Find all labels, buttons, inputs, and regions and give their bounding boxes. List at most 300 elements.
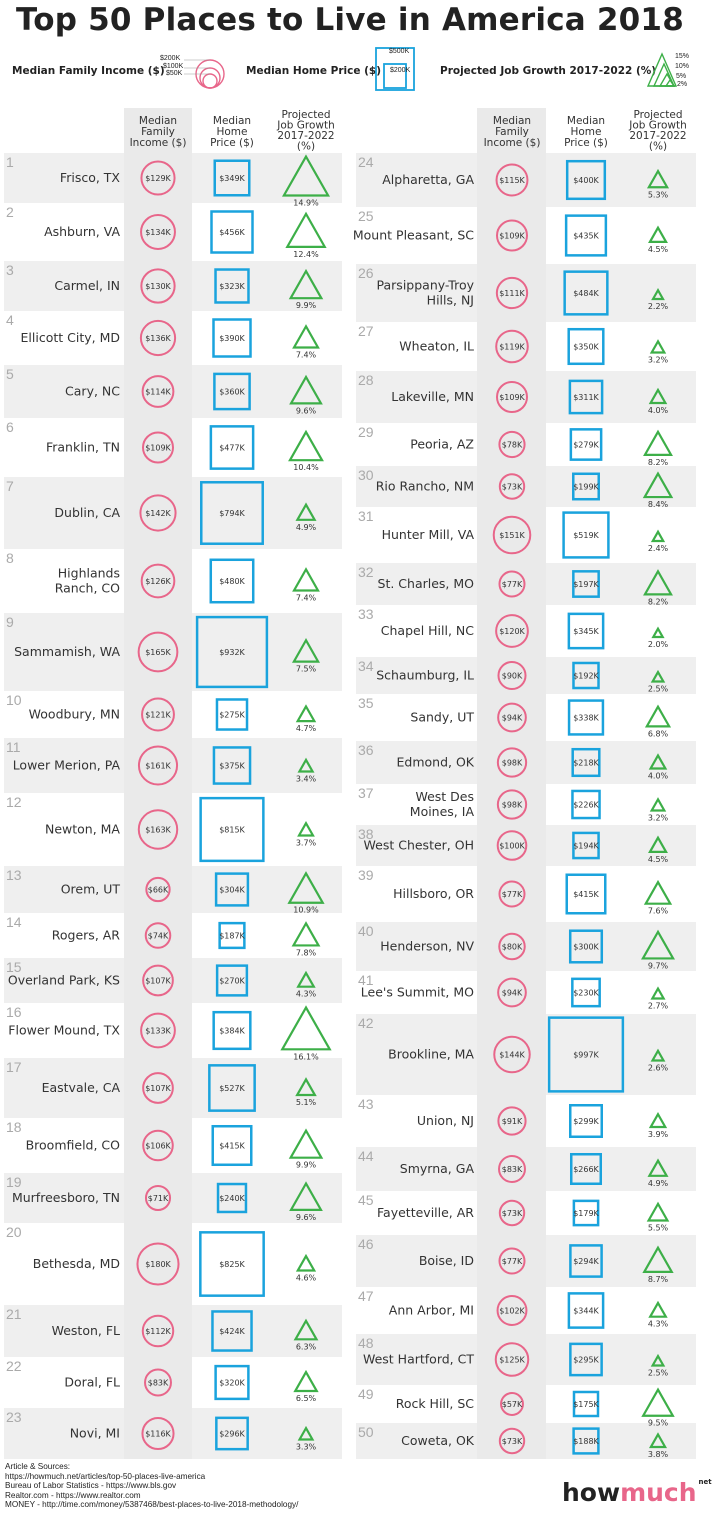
rank-number: 36 <box>358 742 374 758</box>
income-value: $136K <box>145 334 171 343</box>
job-growth-value: 4.9% <box>647 1178 669 1188</box>
income-value: $77K <box>501 1257 523 1266</box>
city-name: Chapel Hill, NC <box>380 623 474 638</box>
income-value: $120K <box>499 627 525 636</box>
rank-number: 5 <box>6 366 14 382</box>
income-value: $74K <box>147 931 169 941</box>
income-value: $73K <box>501 1209 523 1218</box>
income-value: $91K <box>501 1117 523 1126</box>
home-price-value: $997K <box>573 1050 599 1060</box>
growth-column-header: 2017-2022 <box>629 130 687 142</box>
rank-number: 43 <box>358 1096 374 1112</box>
home-price-value: $266K <box>573 1165 599 1174</box>
city-name: Woodbury, MN <box>28 706 120 722</box>
growth-column-header: 2017-2022 <box>277 130 335 142</box>
rank-number: 27 <box>358 323 374 339</box>
city-name: Novi, MI <box>69 1425 120 1441</box>
job-growth-value: 4.3% <box>295 989 317 999</box>
home-price-value: $270K <box>219 976 245 986</box>
income-value: $107K <box>145 1084 171 1093</box>
home-price-value: $350K <box>573 342 599 352</box>
city-name: Hunter Mill, VA <box>381 527 474 542</box>
rank-number: 4 <box>6 312 14 328</box>
income-value: $71K <box>147 1194 169 1203</box>
job-growth-triangle <box>290 432 322 460</box>
income-value: $129K <box>145 174 171 183</box>
home-price-value: $300K <box>573 942 599 952</box>
city-name: Sandy, UT <box>410 709 474 725</box>
city-name: Mount Pleasant, SC <box>352 227 474 243</box>
rank-number: 46 <box>358 1236 374 1252</box>
income-value: $98K <box>501 758 523 768</box>
job-growth-triangle <box>298 706 315 721</box>
city-name: Rock Hill, SC <box>395 1396 474 1411</box>
growth-column-header: Projected <box>281 109 331 121</box>
home-price-value: $456K <box>219 228 245 237</box>
home-price-value: $226K <box>573 800 599 810</box>
growth-column-header: Job Growth <box>277 119 335 132</box>
city-name: Lee's Summit, MO <box>360 984 474 1000</box>
city-name: Alpharetta, GA <box>382 172 474 187</box>
rank-number: 2 <box>6 204 14 220</box>
rank-number: 15 <box>6 959 22 975</box>
home-price-value: $345K <box>573 627 599 636</box>
city-name: Franklin, TN <box>45 439 120 455</box>
home-price-value: $415K <box>573 890 599 899</box>
income-value: $94K <box>501 988 523 998</box>
job-growth-value: 4.6% <box>295 1273 317 1283</box>
home-price-value: $338K <box>573 713 599 723</box>
job-growth-triangle <box>653 629 662 637</box>
rank-number: 34 <box>358 658 374 674</box>
job-growth-value: 10.9% <box>293 905 319 915</box>
job-growth-triangle <box>649 1204 668 1221</box>
home-price-value: $240K <box>219 1194 245 1203</box>
job-growth-value: 2.4% <box>647 544 669 553</box>
rank-number: 14 <box>6 914 22 930</box>
home-price-value: $384K <box>219 1026 245 1036</box>
job-growth-value: 7.4% <box>295 350 317 360</box>
city-name: Cary, NC <box>65 383 120 399</box>
home-price-value: $415K <box>219 1141 245 1151</box>
job-growth-value: 7.6% <box>647 906 669 916</box>
income-column-header: Family <box>495 126 529 138</box>
job-growth-triangle <box>650 1303 666 1317</box>
income-value: $126K <box>145 577 171 586</box>
city-name: Overland Park, KS <box>7 972 120 988</box>
rank-number: 7 <box>6 478 14 494</box>
home-price-value: $519K <box>573 531 599 540</box>
income-column-header: Income ($) <box>129 137 187 149</box>
source-link-article[interactable]: https://howmuch.net/articles/top-50-places-live-america <box>5 1471 206 1481</box>
job-growth-value: 2.0% <box>647 640 669 649</box>
job-growth-triangle <box>650 228 666 242</box>
city-name: Peoria, AZ <box>410 436 474 452</box>
job-growth-triangle <box>646 882 671 904</box>
city-name: Doral, FL <box>64 1374 120 1390</box>
job-growth-value: 3.3% <box>295 1442 317 1452</box>
home-price-value: $218K <box>573 758 599 768</box>
home-price-value: $175K <box>573 1400 599 1409</box>
home-price-value: $320K <box>219 1378 245 1388</box>
home-price-value: $179K <box>573 1209 599 1218</box>
city-name: Rogers, AR <box>51 927 120 943</box>
home-column-header: Price ($) <box>564 137 608 149</box>
home-price-value: $296K <box>219 1429 245 1439</box>
rank-number: 39 <box>358 867 374 883</box>
rank-number: 13 <box>6 867 22 883</box>
home-price-value: $323K <box>219 282 245 291</box>
job-growth-value: 8.7% <box>647 1274 669 1284</box>
city-name: Fayetteville, AR <box>377 1205 474 1220</box>
city-name: Flower Mound, TX <box>8 1022 120 1038</box>
income-value: $90K <box>501 671 523 681</box>
job-growth-value: 2.7% <box>647 1001 669 1011</box>
job-growth-triangle <box>299 823 313 835</box>
income-value: $142K <box>145 509 171 518</box>
rank-number: 30 <box>358 467 374 483</box>
home-price-value: $390K <box>219 334 245 343</box>
job-growth-value: 10.4% <box>293 463 319 473</box>
city-name: Ashburn, VA <box>44 224 120 239</box>
income-value: $161K <box>145 761 171 771</box>
rank-number: 35 <box>358 695 374 711</box>
job-growth-value: 3.4% <box>295 774 317 784</box>
rank-number: 22 <box>6 1358 22 1374</box>
source-link-bls[interactable]: Bureau of Labor Statistics - https://www.bls.gov <box>5 1481 177 1491</box>
income-value: $77K <box>501 580 523 589</box>
job-growth-value: 9.6% <box>295 406 317 416</box>
rank-number: 19 <box>6 1174 22 1190</box>
job-growth-value: 3.7% <box>295 838 317 848</box>
home-price-value: $304K <box>219 885 245 895</box>
rank-number: 21 <box>6 1306 22 1322</box>
income-value: $106K <box>145 1141 171 1151</box>
job-growth-triangle <box>298 1256 314 1270</box>
logo-suffix: net <box>698 1477 712 1486</box>
job-growth-value: 2.6% <box>647 1063 669 1073</box>
growth-column-header: (%) <box>648 140 668 153</box>
city-name: Orem, UT <box>60 881 120 897</box>
income-value: $57K <box>501 1400 523 1409</box>
income-value: $163K <box>145 825 171 835</box>
city-name: Wheaton, IL <box>399 338 474 354</box>
legend-growth-5: 5% <box>676 73 687 80</box>
job-growth-value: 3.9% <box>647 1130 669 1139</box>
income-value: $125K <box>499 1355 525 1365</box>
job-growth-triangle <box>293 923 318 945</box>
rank-number: 3 <box>6 262 14 278</box>
city-name: Frisco, TX <box>59 170 120 185</box>
legend-income-100k: $100K <box>163 63 184 70</box>
legend-home-200k: $200K <box>390 67 411 74</box>
rank-number: 8 <box>6 550 14 566</box>
rank-number: 28 <box>358 372 374 388</box>
city-name: Ranch, CO <box>54 580 120 596</box>
rank-number: 26 <box>358 265 374 281</box>
job-growth-triangle <box>643 1390 673 1416</box>
job-growth-value: 4.0% <box>647 771 669 781</box>
home-price-value: $484K <box>573 289 599 298</box>
city-name: Carmel, IN <box>54 278 120 293</box>
job-growth-value: 2.5% <box>647 684 669 694</box>
job-growth-triangle <box>647 707 669 727</box>
income-value: $94K <box>501 713 523 723</box>
rank-number: 49 <box>358 1386 374 1402</box>
income-column-header: Family <box>141 126 175 138</box>
city-name: Lower Merion, PA <box>12 757 120 773</box>
legend-growth-15: 15% <box>675 53 690 60</box>
city-name: Ann Arbor, MI <box>388 1302 474 1318</box>
home-price-value: $311K <box>573 393 599 402</box>
rank-number: 38 <box>358 826 374 842</box>
rank-number: 37 <box>358 785 374 801</box>
home-price-value: $188K <box>573 1437 599 1446</box>
logo-part-how: how <box>562 1478 621 1507</box>
city-name: Parsippany-Troy <box>376 277 474 293</box>
income-value: $66K <box>147 885 169 895</box>
home-price-value: $400K <box>573 176 599 185</box>
page-title: Top 50 Places to Live in America 2018 <box>16 2 684 38</box>
job-growth-value: 4.3% <box>647 1319 669 1329</box>
city-name: Murfreesboro, TN <box>11 1190 120 1205</box>
rank-number: 25 <box>358 208 374 224</box>
income-value: $115K <box>499 176 525 185</box>
rank-number: 31 <box>358 508 374 524</box>
rank-number: 17 <box>6 1059 22 1075</box>
home-price-value: $197K <box>573 580 599 589</box>
legend-home-label: Median Home Price ($) <box>246 65 381 77</box>
city-name: Weston, FL <box>51 1323 120 1338</box>
rank-number: 42 <box>358 1015 374 1031</box>
home-column-header: Price ($) <box>210 137 254 149</box>
rank-number: 23 <box>6 1409 22 1425</box>
income-column-header: Median <box>138 115 178 127</box>
income-column-header: Median <box>492 115 532 127</box>
rank-number: 12 <box>6 794 22 810</box>
city-name: West Hartford, CT <box>362 1351 474 1367</box>
home-column-header: Median <box>566 115 606 127</box>
job-growth-value: 8.2% <box>647 597 669 607</box>
city-name: Edmond, OK <box>396 754 474 770</box>
job-growth-triangle <box>295 1372 317 1391</box>
home-price-value: $230K <box>573 988 599 998</box>
job-growth-triangle <box>652 341 665 352</box>
job-growth-value: 7.4% <box>295 593 317 603</box>
city-name: Lakeville, MN <box>391 389 474 404</box>
home-price-value: $299K <box>573 1117 599 1126</box>
job-growth-value: 5.3% <box>647 190 669 200</box>
job-growth-value: 9.9% <box>295 301 317 311</box>
city-name: Sammamish, WA <box>14 644 120 659</box>
job-growth-value: 16.1% <box>293 1052 319 1062</box>
income-value: $112K <box>145 1327 171 1336</box>
job-growth-value: 3.2% <box>647 355 669 365</box>
city-name: Highlands <box>57 565 120 581</box>
city-name: Schaumburg, IL <box>376 667 474 683</box>
income-value: $98K <box>501 800 523 810</box>
city-name: Boise, ID <box>418 1253 474 1268</box>
source-link-realtor[interactable]: Realtor.com - https://www.realtor.com <box>5 1490 141 1500</box>
legend-home-500k: $500K <box>389 48 410 55</box>
income-value: $134K <box>145 228 171 237</box>
rank-number: 24 <box>358 154 374 170</box>
income-value: $144K <box>499 1050 525 1060</box>
income-value: $121K <box>145 710 171 720</box>
job-growth-triangle <box>291 1131 322 1158</box>
income-value: $133K <box>145 1026 171 1036</box>
home-price-value: $815K <box>219 825 245 835</box>
rank-number: 10 <box>6 692 22 708</box>
rank-number: 41 <box>358 972 374 988</box>
home-price-value: $294K <box>573 1257 599 1266</box>
income-value: $116K <box>145 1429 171 1439</box>
home-price-value: $187K <box>219 931 245 941</box>
city-name: Dublin, CA <box>54 505 120 520</box>
rank-number: 18 <box>6 1119 22 1135</box>
income-value: $114K <box>145 387 171 397</box>
job-growth-value: 5.5% <box>647 1223 669 1233</box>
income-value: $180K <box>145 1260 171 1269</box>
home-price-value: $349K <box>219 174 245 183</box>
job-growth-value: 7.5% <box>295 664 317 674</box>
home-price-value: $199K <box>573 482 599 492</box>
rank-number: 40 <box>358 923 374 939</box>
sources-block <box>5 1462 298 1510</box>
income-value: $77K <box>501 890 523 899</box>
job-growth-value: 5.1% <box>295 1098 317 1108</box>
job-growth-value: 6.8% <box>647 729 669 739</box>
home-price-value: $825K <box>219 1260 245 1269</box>
income-value: $100K <box>499 841 525 851</box>
home-price-value: $932K <box>219 648 245 657</box>
job-growth-value: 9.9% <box>295 1160 317 1170</box>
city-name: Hills, NJ <box>426 292 474 308</box>
city-name: Smyrna, GA <box>399 1161 474 1176</box>
rank-number: 33 <box>358 606 374 622</box>
job-growth-triangle <box>652 799 665 810</box>
home-column-header: Home <box>216 126 248 138</box>
income-value: $83K <box>501 1165 523 1174</box>
job-growth-value: 7.8% <box>295 948 317 958</box>
job-growth-value: 2.2% <box>647 302 669 311</box>
job-growth-triangle <box>294 569 318 590</box>
job-growth-triangle <box>651 1114 666 1127</box>
home-price-value: $192K <box>573 671 599 681</box>
job-growth-value: 12.4% <box>293 249 319 259</box>
job-growth-value: 9.7% <box>647 961 669 971</box>
city-name: Newton, MA <box>44 821 120 837</box>
income-value: $83K <box>147 1378 169 1388</box>
home-price-value: $794K <box>219 509 245 518</box>
rank-number: 11 <box>6 739 21 755</box>
home-price-value: $480K <box>219 577 245 586</box>
income-value: $78K <box>501 440 523 450</box>
job-growth-triangle <box>652 989 663 999</box>
job-growth-value: 4.7% <box>295 724 317 734</box>
home-price-value: $295K <box>573 1355 599 1365</box>
income-value: $73K <box>501 482 523 492</box>
legend-growth-label: Projected Job Growth 2017-2022 (%) <box>440 65 657 77</box>
income-value: $80K <box>501 942 523 952</box>
sources-heading: Article & Sources: <box>5 1462 71 1471</box>
rank-number: 44 <box>358 1148 374 1164</box>
job-growth-value: 2.5% <box>647 1368 669 1378</box>
rank-number: 20 <box>6 1224 22 1240</box>
legend-growth-2: 2% <box>677 81 688 88</box>
legend-income-200k: $200K <box>160 55 181 62</box>
income-value: $109K <box>145 443 171 453</box>
job-growth-value: 9.5% <box>647 1418 669 1428</box>
city-name: Brookline, MA <box>388 1046 474 1062</box>
city-name: Bethesda, MD <box>32 1256 120 1271</box>
city-name: Rio Rancho, NM <box>375 478 474 494</box>
rank-number: 9 <box>6 614 14 630</box>
job-growth-value: 14.9% <box>293 198 319 208</box>
income-value: $119K <box>499 342 525 352</box>
job-growth-value: 3.8% <box>647 1450 669 1459</box>
legend-income-50k: $50K <box>166 70 183 77</box>
home-column-header: Home <box>570 126 602 138</box>
job-growth-triangle <box>653 532 663 541</box>
job-growth-value: 4.5% <box>647 854 669 864</box>
income-value: $130K <box>145 282 171 291</box>
home-price-value: $275K <box>219 710 245 720</box>
home-price-value: $344K <box>573 1306 599 1316</box>
income-value: $102K <box>499 1306 525 1316</box>
howmuch-logo[interactable] <box>562 1478 712 1507</box>
job-growth-value: 3.2% <box>647 813 669 823</box>
city-name: Ellicott City, MD <box>20 330 120 345</box>
rank-number: 6 <box>6 419 14 435</box>
job-growth-value: 4.9% <box>295 522 317 532</box>
job-growth-triangle <box>282 1008 329 1050</box>
rank-number: 1 <box>6 154 14 170</box>
job-growth-triangle <box>287 214 324 247</box>
city-name: Eastvale, CA <box>41 1080 120 1095</box>
income-column-header: Income ($) <box>483 137 541 149</box>
city-name: Coweta, OK <box>401 1433 474 1448</box>
income-value: $111K <box>499 289 525 298</box>
city-name: Moines, IA <box>409 804 474 819</box>
rank-number: 48 <box>358 1335 374 1351</box>
income-value: $109K <box>499 231 525 241</box>
job-growth-value: 4.0% <box>647 406 669 415</box>
job-growth-value: 8.4% <box>647 500 669 510</box>
legend-income-label: Median Family Income ($) <box>12 65 165 77</box>
income-value: $73K <box>501 1437 523 1446</box>
city-name: St. Charles, MO <box>377 576 474 591</box>
income-value: $109K <box>499 393 525 402</box>
job-growth-triangle <box>645 432 671 455</box>
growth-column-header: Projected <box>633 109 683 121</box>
rank-number: 50 <box>358 1424 374 1440</box>
home-price-value: $424K <box>219 1327 245 1336</box>
city-name: Hillsboro, OR <box>393 886 474 901</box>
home-price-value: $477K <box>219 443 245 453</box>
income-value: $107K <box>145 976 171 986</box>
job-growth-triangle <box>294 326 318 347</box>
city-name: West Chester, OH <box>363 837 474 853</box>
rank-number: 16 <box>6 1004 22 1020</box>
rank-number: 32 <box>358 564 374 580</box>
growth-column-header: (%) <box>296 140 316 153</box>
home-price-value: $435K <box>573 231 599 241</box>
city-name: Union, NJ <box>416 1113 474 1128</box>
rank-number: 29 <box>358 424 374 440</box>
source-link-money[interactable]: MONEY - http://time.com/money/5387468/best-places-to-live-2018-methodology/ <box>5 1500 299 1510</box>
job-growth-value: 9.6% <box>295 1212 317 1222</box>
